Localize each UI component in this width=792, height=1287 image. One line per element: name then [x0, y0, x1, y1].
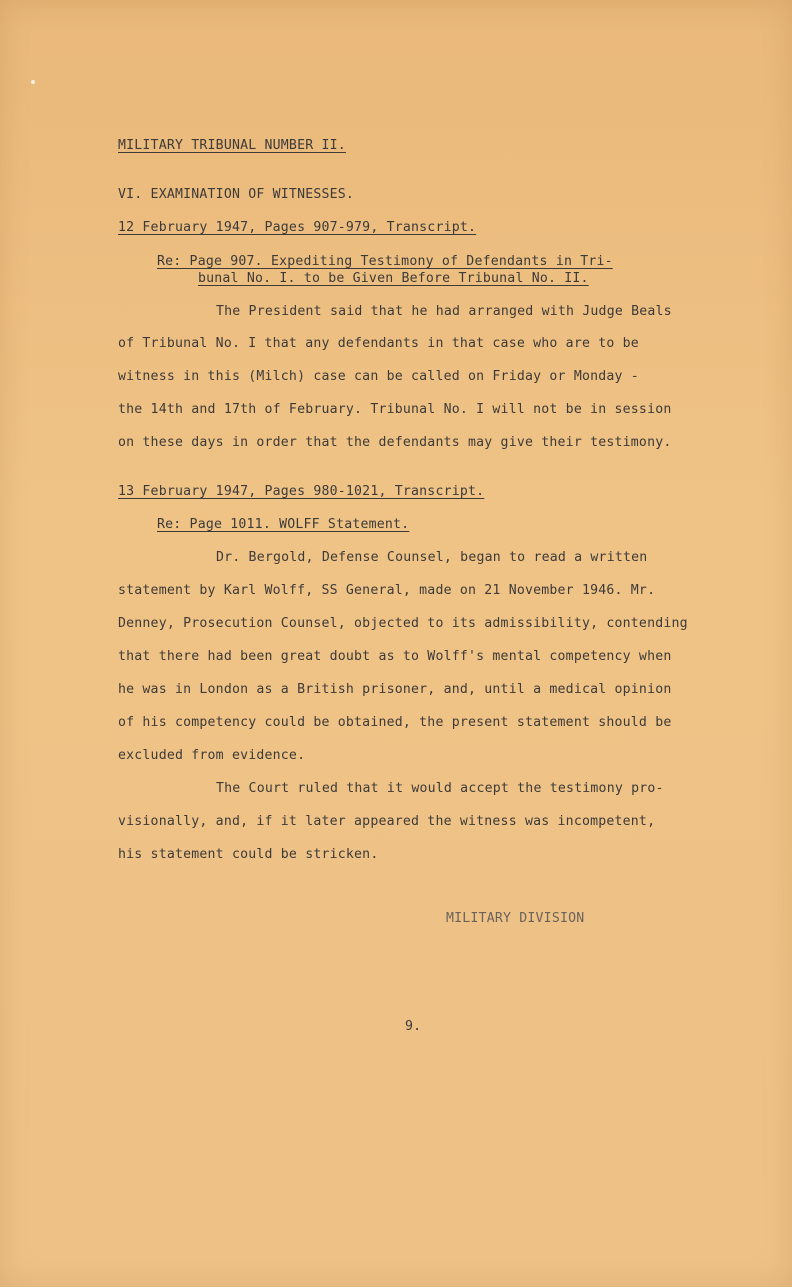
entry-1-paragraph-line: on these days in order that the defendants may give their testimony.	[118, 435, 672, 450]
entry-1-re-line-1: Re: Page 907. Expediting Testimony of Defendants in Tri-	[157, 254, 613, 269]
entry-2-paragraph-line: Dr. Bergold, Defense Counsel, began to read a written	[216, 550, 648, 565]
page-number: 9.	[405, 1019, 422, 1034]
signature-block: MILITARY DIVISION	[446, 911, 585, 926]
entry-2-paragraph-line: visionally, and, if it later appeared the witness was incompetent,	[118, 814, 656, 829]
entry-2-paragraph-line: of his competency could be obtained, the present statement should be	[118, 715, 672, 730]
entry-1-paragraph-line: witness in this (Milch) case can be called on Friday or Monday -	[118, 369, 639, 384]
entry-2-date-line: 13 February 1947, Pages 980-1021, Transcript.	[118, 484, 485, 499]
entry-2-paragraph-line: excluded from evidence.	[118, 748, 306, 763]
entry-1-re-line-2: bunal No. I. to be Given Before Tribunal No. II.	[198, 271, 589, 286]
entry-2-paragraph-line: he was in London as a British prisoner, and, until a medical opinion	[118, 682, 672, 697]
entry-1-paragraph-line: The President said that he had arranged with Judge Beals	[216, 304, 672, 319]
entry-1-paragraph-line: of Tribunal No. I that any defendants in that case who are to be	[118, 336, 639, 351]
entry-2-paragraph-line: that there had been great doubt as to Wolff's mental competency when	[118, 649, 672, 664]
entry-2-paragraph-line: Denney, Prosecution Counsel, objected to its admissibility, contending	[118, 616, 688, 631]
entry-2-re-line-1: Re: Page 1011. WOLFF Statement.	[157, 517, 410, 532]
tribunal-heading: MILITARY TRIBUNAL NUMBER II.	[118, 138, 346, 153]
entry-1-paragraph-line: the 14th and 17th of February. Tribunal No. I will not be in session	[118, 402, 672, 417]
paper-spot	[31, 80, 35, 84]
entry-2-paragraph-line: his statement could be stricken.	[118, 847, 379, 862]
section-heading: VI. EXAMINATION OF WITNESSES.	[118, 187, 355, 202]
entry-2-paragraph-line: statement by Karl Wolff, SS General, made on 21 November 1946. Mr.	[118, 583, 656, 598]
entry-2-paragraph-line: The Court ruled that it would accept the testimony pro-	[216, 781, 664, 796]
entry-1-date-line: 12 February 1947, Pages 907-979, Transcript.	[118, 220, 477, 235]
